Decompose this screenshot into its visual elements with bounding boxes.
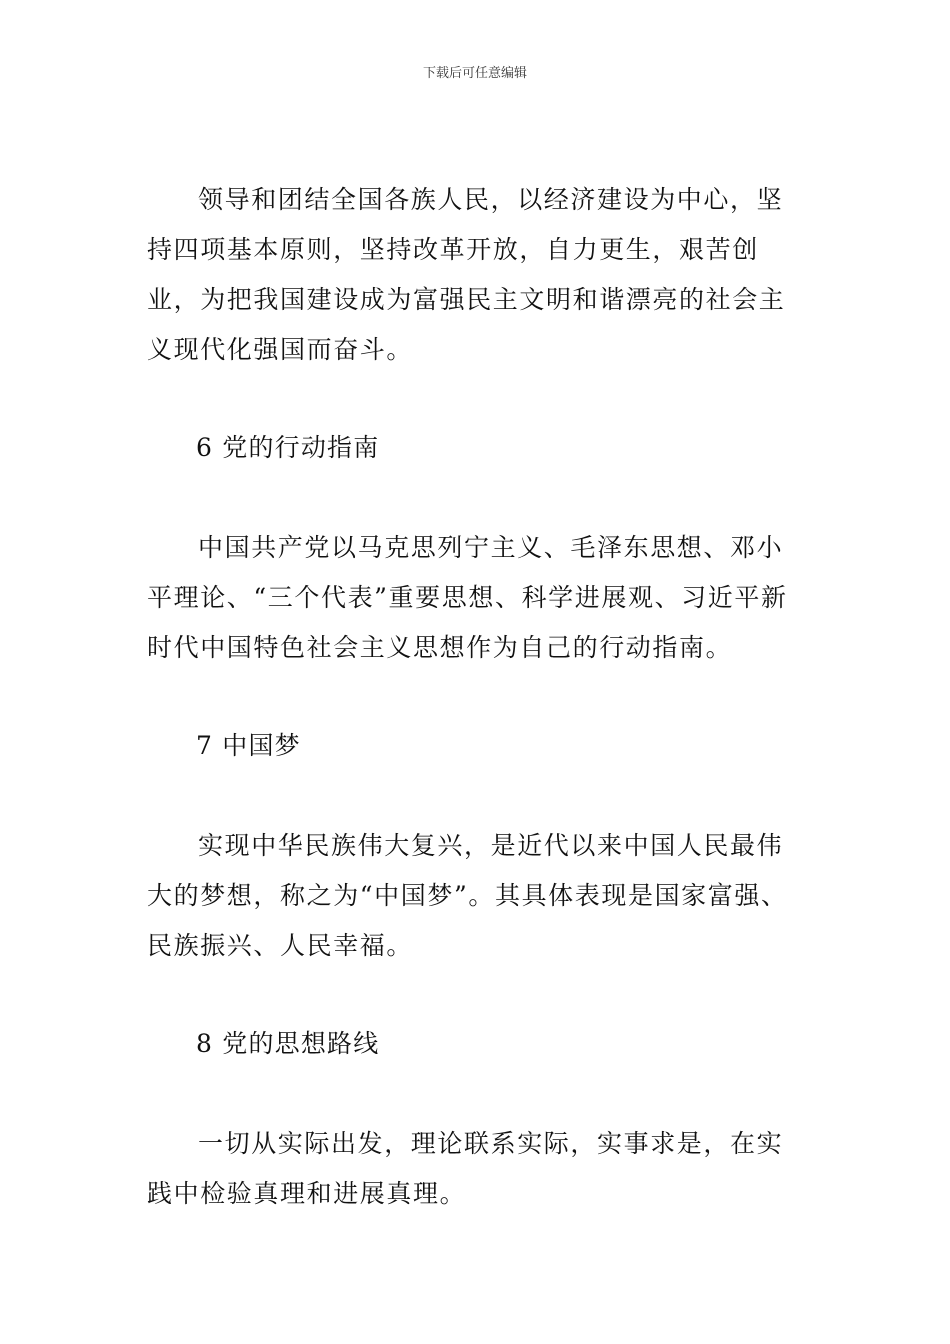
section-heading-6: 6 党的行动指南 [196, 433, 380, 462]
section-heading-8: 8 党的思想路线 [196, 1029, 380, 1058]
paragraph-chinese-dream: 实现中华民族伟大复兴，是近代以来中国人民最伟大的梦想，称之为“中国梦”。其具体表现是国家富强、民族振兴、人民幸福。 [147, 831, 788, 960]
page-header: 下载后可任意编辑 [422, 66, 527, 81]
paragraph-action-guide: 中国共产党以马克思列宁主义、毛泽东思想、邓小平理论、“三个代表”重要思想、科学进展观、习近平新时代中国特色社会主义思想作为自己的行动指南。 [147, 533, 788, 662]
paragraph-party-mission: 领导和团结全国各族人民，以经济建设为中心，坚持四项基本原则，坚持改革开放，自力更生，艰苦创业，为把我国建设成为富强民主文明和谐漂亮的社会主义现代化强国而奋斗。 [147, 185, 786, 364]
section-heading-7: 7 中国梦 [196, 731, 301, 760]
document-body [147, 175, 809, 1219]
paragraph-ideological-line: 一切从实际出发，理论联系实际，实事求是，在实践中检验真理和进展真理。 [147, 1129, 784, 1208]
